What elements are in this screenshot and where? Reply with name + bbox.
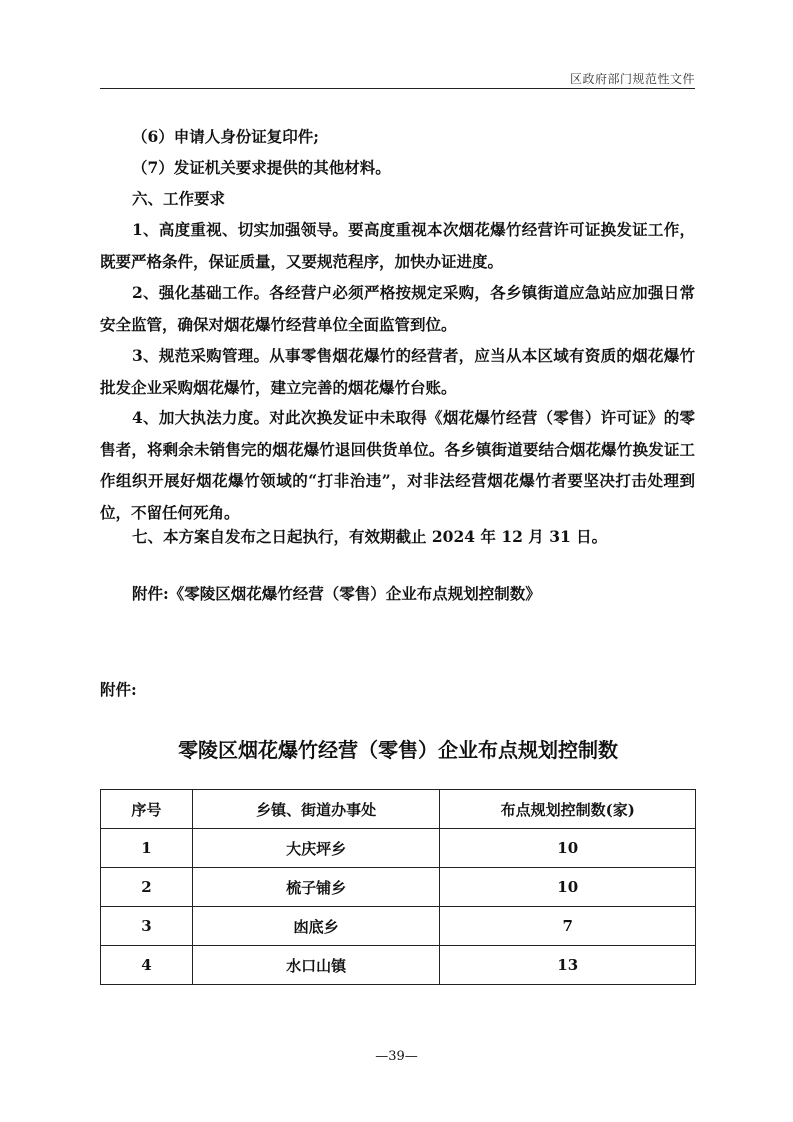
cell-index: 1	[101, 829, 193, 868]
cell-count: 7	[440, 907, 696, 946]
attachment-reference: 附件:《零陵区烟花爆竹经营（零售）企业布点规划控制数》	[132, 584, 541, 603]
section-heading-effective-date: 七、本方案自发布之日起执行，有效期截止 2024 年 12 月 31 日。	[132, 527, 608, 546]
cell-district: 凼底乡	[192, 907, 440, 946]
cell-index: 3	[101, 907, 193, 946]
cell-district: 大庆坪乡	[192, 829, 440, 868]
column-header-district: 乡镇、街道办事处	[192, 790, 440, 829]
page-number: —39—	[375, 1049, 418, 1064]
attachment-title: 零陵区烟花爆竹经营（零售）企业布点规划控制数	[178, 738, 618, 762]
cell-district: 水口山镇	[192, 946, 440, 985]
cell-district: 梳子铺乡	[192, 868, 440, 907]
cell-count: 10	[440, 868, 696, 907]
cell-count: 10	[440, 829, 696, 868]
paragraph-requirement-2: 2、强化基础工作。各经营户必须严格按规定采购，各乡镇街道应急站应加强日常安全监管，确保对烟花爆竹经营单位全面监管到位。	[100, 283, 695, 334]
paragraph-item-7: （7）发证机关要求提供的其他材料。	[132, 158, 391, 177]
table-row	[101, 946, 696, 985]
table-row	[101, 868, 696, 907]
cell-count: 13	[440, 946, 696, 985]
paragraph-requirement-3: 3、规范采购管理。从事零售烟花爆竹的经营者，应当从本区域有资质的烟花爆竹批发企业采购烟花爆竹，建立完善的烟花爆竹台账。	[100, 346, 695, 397]
paragraph-item-6: （6）申请人身份证复印件;	[132, 127, 320, 146]
document-header: 区政府部门规范性文件	[569, 72, 695, 86]
cell-index: 2	[101, 868, 193, 907]
cell-index: 4	[101, 946, 193, 985]
table-header-row	[101, 790, 696, 829]
column-header-index: 序号	[101, 790, 193, 829]
header-divider	[100, 88, 695, 89]
table-row	[101, 829, 696, 868]
paragraph-requirement-4: 4、加大执法力度。对此次换发证中未取得《烟花爆竹经营（零售）许可证》的零售者，将剩余未销售完的烟花爆竹退回供货单位。各乡镇街道要结合烟花爆竹换发证工作组织开展好烟花爆竹领域的“打非治违”，对非法经营烟花爆竹者要坚决打击处理到位，不留任何死角。	[100, 408, 695, 522]
paragraph-requirement-1: 1、高度重视、切实加强领导。要高度重视本次烟花爆竹经营许可证换发证工作，既要严格条件，保证质量，又要规范程序，加快办证进度。	[100, 220, 695, 271]
column-header-control-count: 布点规划控制数(家)	[440, 790, 696, 829]
attachment-label: 附件:	[100, 680, 137, 699]
section-heading-work-requirements: 六、工作要求	[132, 189, 226, 208]
table-row	[101, 907, 696, 946]
planning-table	[100, 789, 696, 985]
